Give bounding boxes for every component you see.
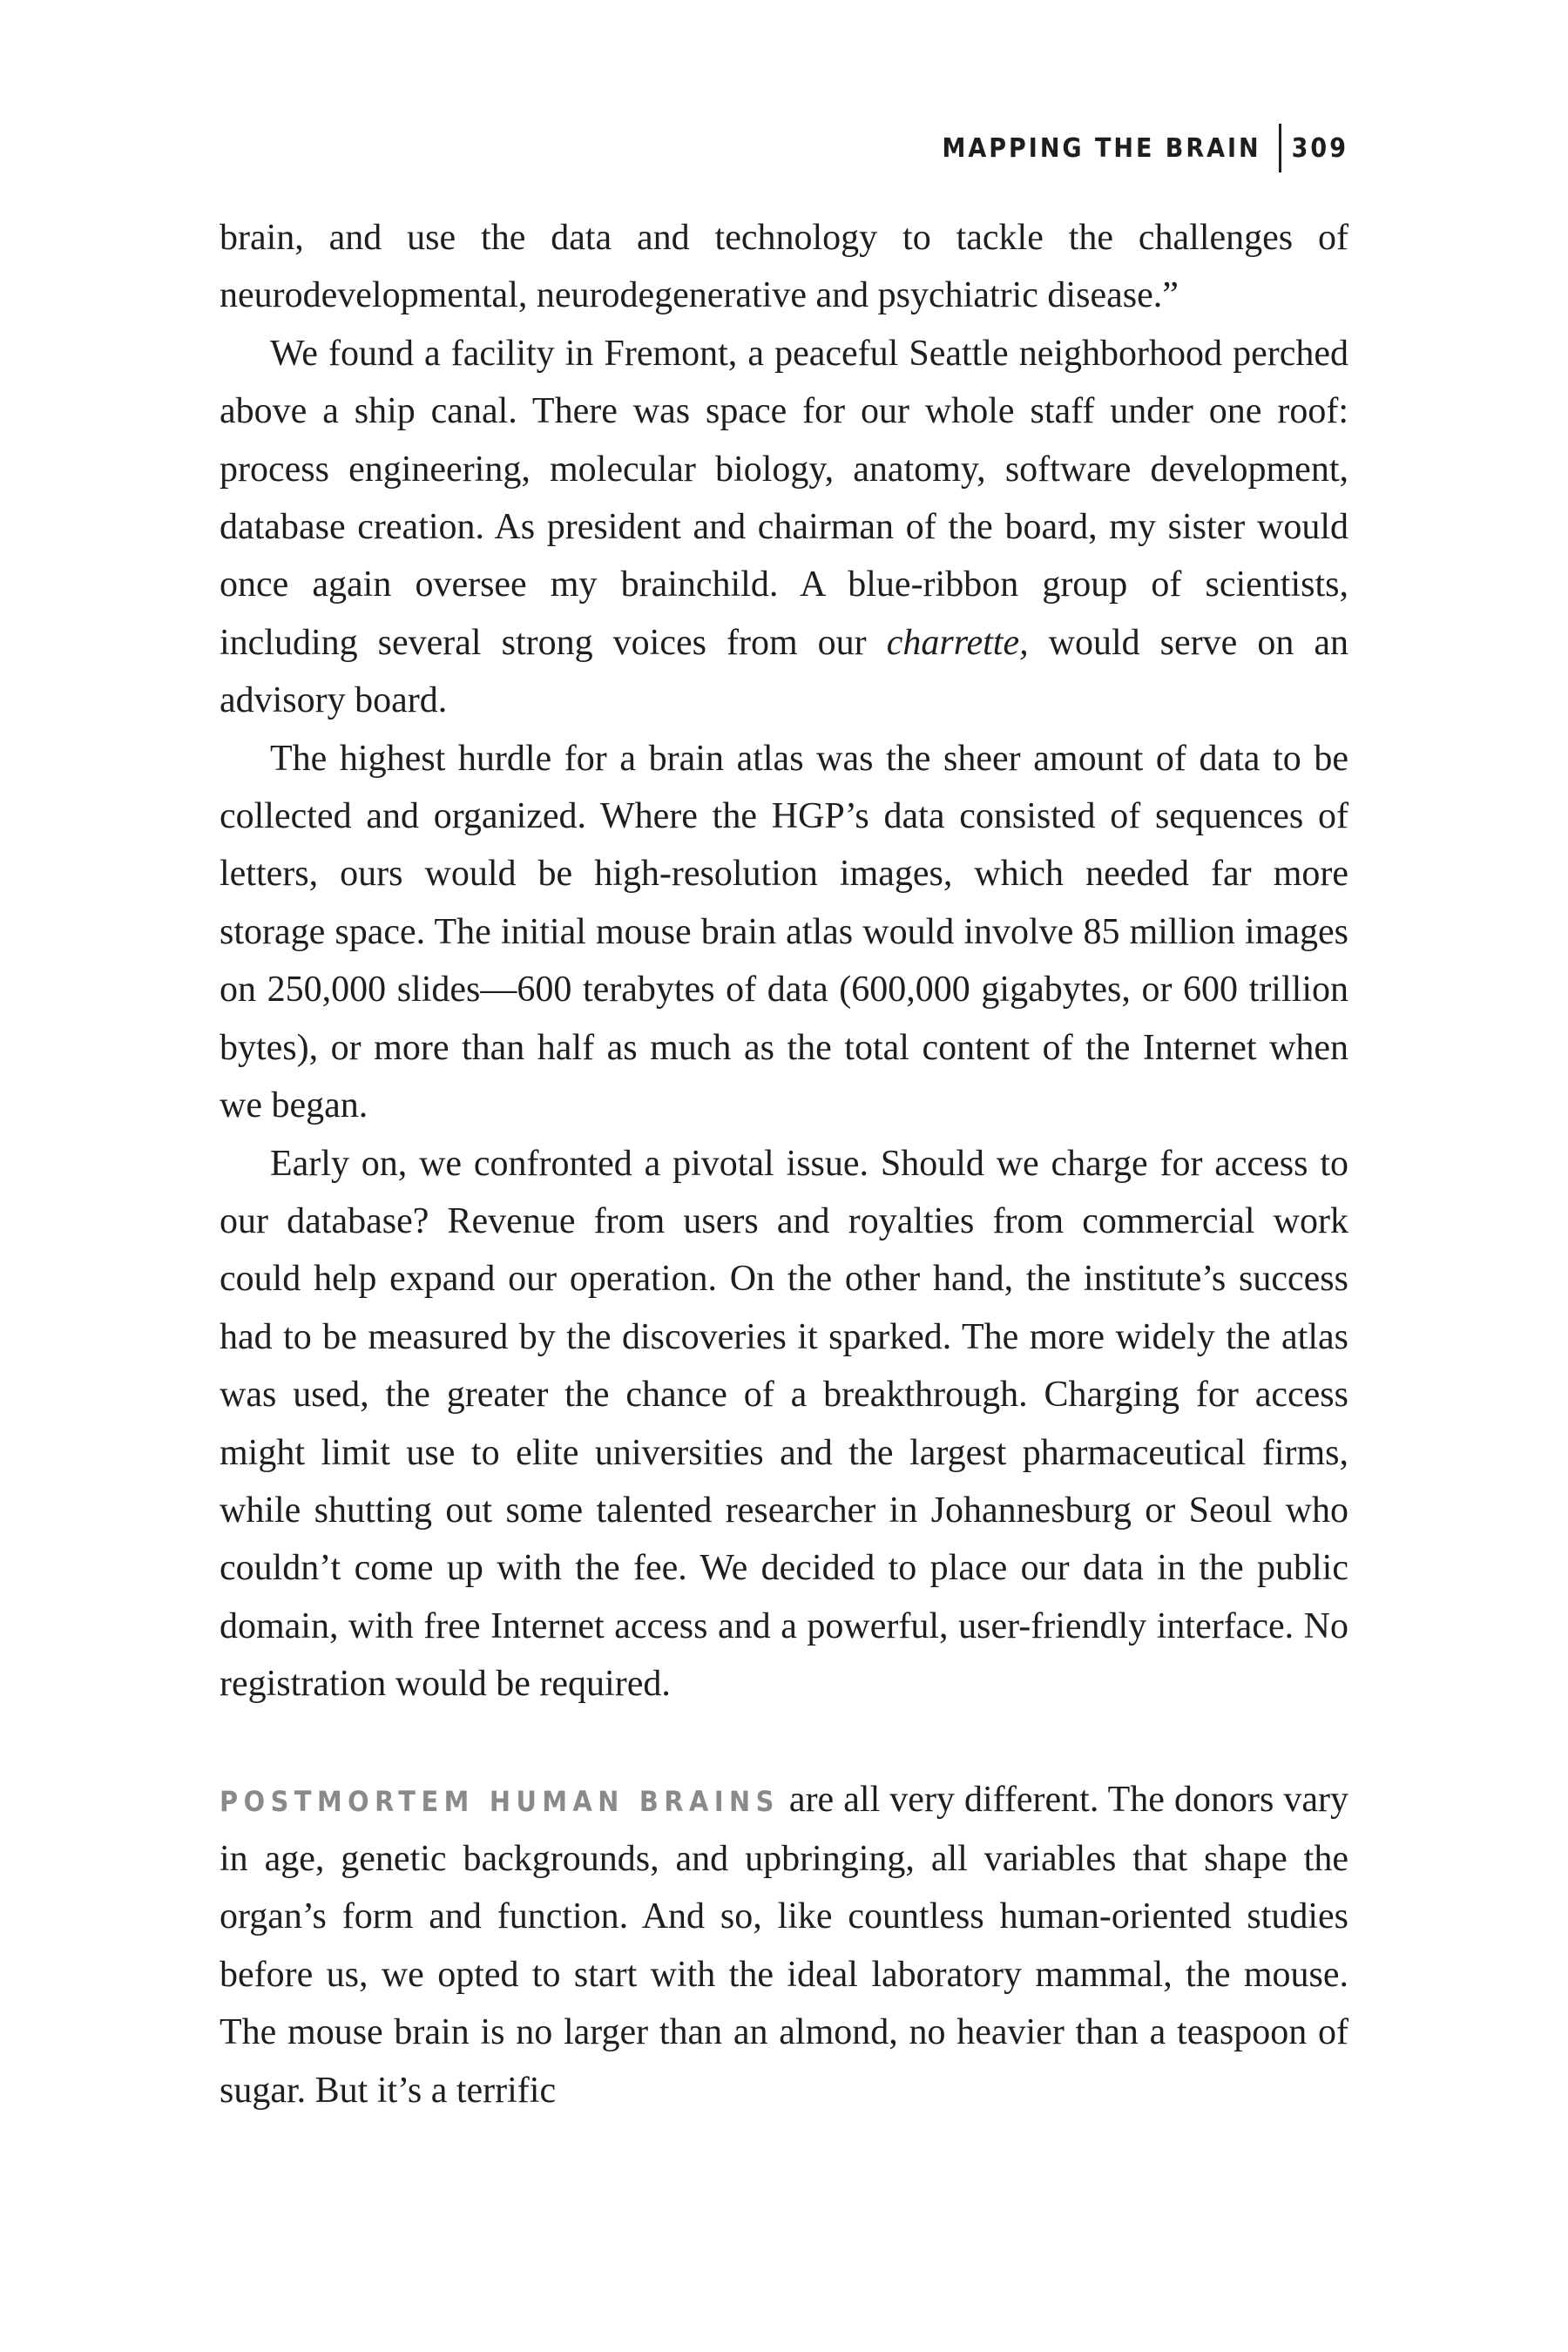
paragraph-2-italic: charrette, [886, 622, 1029, 663]
page-number: 309 [1291, 132, 1348, 164]
header-rule [1279, 124, 1281, 172]
paragraph-2-text-a: We found a facility in Fremont, a peaceful Seattle neighborhood perched above a ship canal. There was space for our whole staff under one roof: process engineering, molecular biology, anatomy, software development, database creation. As president and chairman of the board, my sister would once again oversee my brainchild. A blue-ribbon group of scientists, including several strong voices from our [220, 333, 1348, 663]
paragraph-5-text: are all very different. The donors vary in age, genetic backgrounds, and upbringing, all variables that shape the organ’s form and function. And so, like countless human-oriented studies before us, we opted to start with the ideal laboratory mammal, the mouse. The mouse brain is no larger than an almond, no heavier than a teaspoon of sugar. But it’s a terrific [220, 1779, 1349, 2111]
paragraph-2 [220, 325, 1348, 730]
running-title: MAPPING THE BRAIN [942, 132, 1261, 164]
paragraph-5 [220, 1771, 1348, 2119]
body-text [220, 209, 1348, 2119]
paragraph-4-text: Early on, we confronted a pivotal issue. Should we charge for access to our database? Revenue from users and royalties from commercial work could help expand our operation. On the other hand, the institute’s success had to be measured by the discoveries it sparked. The more widely the atlas was used, the greater the chance of a breakthrough. Charging for access might limit use to elite universities and the largest pharmaceutical firms, while shutting out some talented researcher in Johannesburg or Seoul who couldn’t come up with the fee. We decided to place our data in the public domain, with free Internet access and a powerful, user-friendly interface. No registration would be required. [220, 1143, 1348, 1705]
paragraph-1-text: brain, and use the data and technology to tackle the challenges of neurodevelopmental, neurodegenerative and psychiatric disease.” [220, 218, 1348, 316]
paragraph-2-text-b: would serve on an advisory board. [220, 622, 1348, 721]
running-head [942, 124, 1348, 172]
section-lead-in: POSTMORTEM HUMAN BRAINS [220, 1784, 780, 1818]
paragraph-3-text: The highest hurdle for a brain atlas was the sheer amount of data to be collected and organized. Where the HGP’s data consisted of sequences of letters, ours would be high-resolution images, which needed far more storage space. The initial mouse brain atlas would involve 85 million images on 250,000 slides—600 terabytes of data (600,000 gigabytes, or 600 trillion bytes), or more than half as much as the total content of the Internet when we began. [220, 738, 1348, 1126]
paragraph-3 [220, 730, 1348, 1135]
paragraph-1 [220, 209, 1348, 325]
paragraph-4 [220, 1135, 1348, 1713]
